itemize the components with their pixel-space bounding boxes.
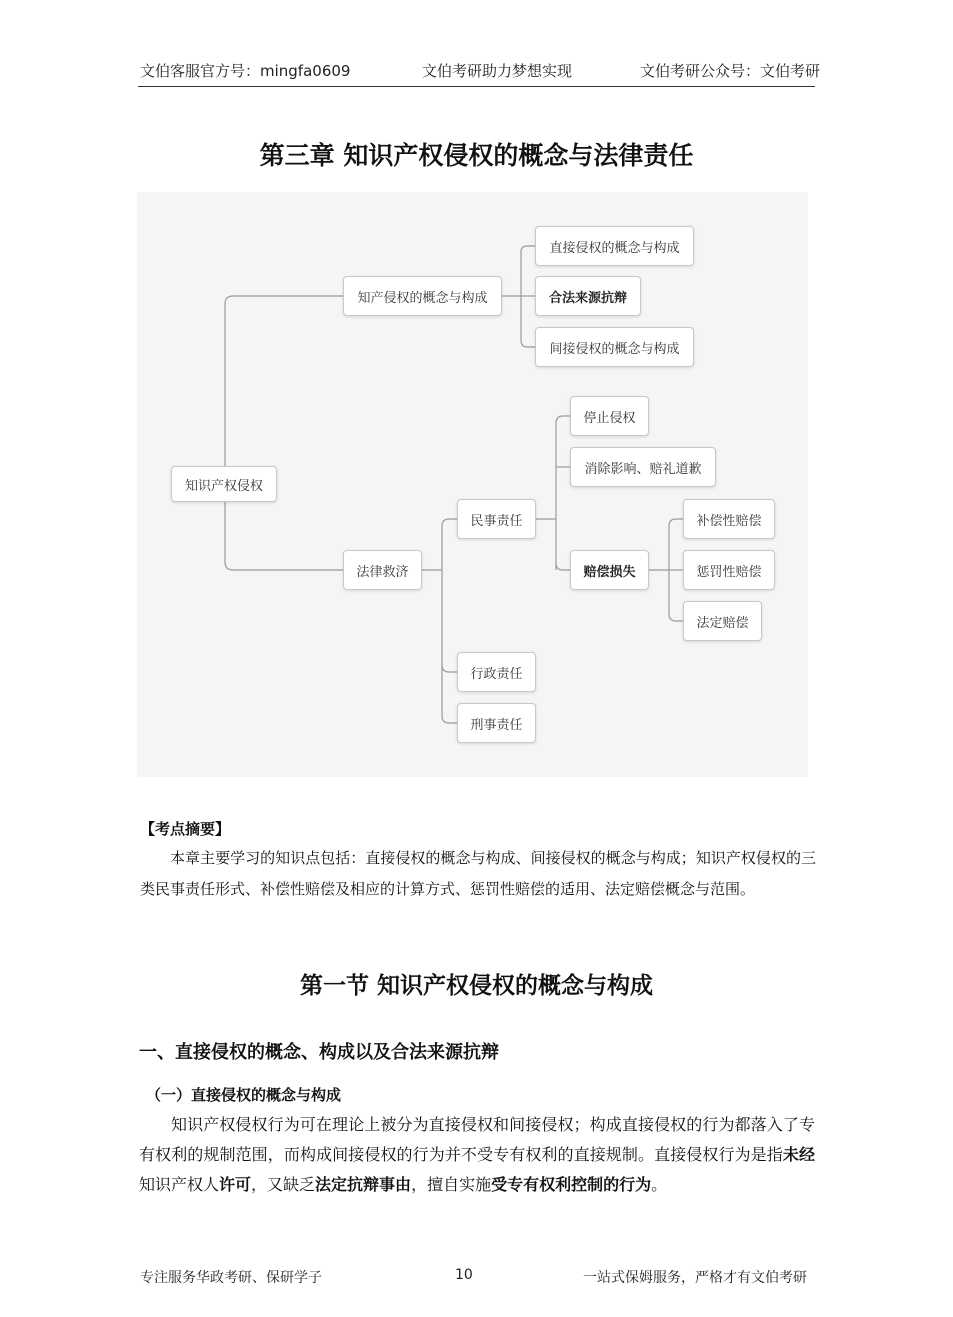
- summary-heading: 【考点摘要】: [140, 820, 231, 838]
- section-title: 第一节 知识产权侵权的概念与构成: [299, 973, 653, 999]
- connector-civil: [442, 519, 457, 526]
- mindmap-node-punitive: 惩罚性赔偿: [683, 550, 775, 590]
- mindmap-node-direct: 直接侵权的概念与构成: [535, 226, 694, 266]
- paragraph-emphasis: 未经: [782, 1145, 815, 1164]
- page-number: 10: [455, 1267, 473, 1283]
- paragraph-emphasis: 受专有权利控制的行为: [491, 1175, 652, 1194]
- connector-direct: [521, 246, 535, 252]
- paragraph-emphasis: 许可: [219, 1175, 252, 1194]
- connector-statutory: [669, 614, 683, 621]
- paragraph-text: ，又缺乏: [251, 1175, 316, 1194]
- connector-compensatory: [669, 519, 683, 526]
- connector-indirect: [521, 340, 535, 347]
- mindmap-node-eliminate: 消除影响、赔礼道歉: [570, 447, 716, 487]
- body-paragraph: [139, 1110, 815, 1200]
- mindmap-node-stop: 停止侵权: [570, 396, 649, 436]
- mindmap-node-criminal: 刑事责任: [457, 703, 536, 743]
- mindmap-node-compensate: 赔偿损失: [570, 550, 649, 590]
- header-left-text: 文伯客服官方号：mingfa0609: [140, 62, 351, 80]
- mindmap: [137, 192, 808, 777]
- header-rule: [138, 86, 815, 87]
- header-right-text: 文伯考研公众号：文伯考研: [640, 62, 821, 80]
- connector-root-remedy: [225, 502, 343, 570]
- mindmap-node-statutory: 法定赔偿: [683, 601, 762, 641]
- mindmap-node-legal-source: 合法来源抗辩: [535, 276, 641, 316]
- connector-admin: [442, 665, 457, 672]
- mindmap-node-civil: 民事责任: [457, 499, 536, 539]
- connector-compensate: [556, 563, 570, 570]
- paragraph-emphasis: 法定抗辩事由: [315, 1175, 412, 1194]
- mindmap-node-root: 知识产权侵权: [171, 466, 277, 502]
- mindmap-node-concept: 知产侵权的概念与构成: [343, 276, 502, 316]
- footer-right-text: 一站式保姆服务，严格才有文伯考研: [583, 1270, 807, 1286]
- mindmap-node-compensatory: 补偿性赔偿: [683, 499, 775, 539]
- footer-left-text: 专注服务华政考研、保研学子: [140, 1270, 322, 1286]
- chapter-title: 第三章 知识产权侵权的概念与法律责任: [259, 141, 694, 170]
- paragraph-text: 知识产权侵权行为可在理论上被分为直接侵权和间接侵权；构成直接侵权的行为都落入了专有权利的规制范围，而构成间接侵权的行为并不受专有权利的直接规制。直接侵权行为是指: [139, 1115, 815, 1164]
- connector-stop: [556, 416, 570, 423]
- heading-level-1: 一、直接侵权的概念、构成以及合法来源抗辩: [139, 1042, 499, 1063]
- paragraph-text: ，擅自实施: [411, 1175, 492, 1194]
- header-center-text: 文伯考研助力梦想实现: [422, 62, 573, 80]
- mindmap-node-admin: 行政责任: [457, 652, 536, 692]
- mindmap-node-indirect: 间接侵权的概念与构成: [535, 327, 694, 367]
- summary-text: 本章主要学习的知识点包括：直接侵权的概念与构成、间接侵权的概念与构成；知识产权侵权的三类民事责任形式、补偿性赔偿及相应的计算方式、惩罚性赔偿的适用、法定赔偿概念与范围。: [140, 849, 816, 898]
- connector-root-concept: [225, 296, 343, 466]
- paragraph-text: 知识产权人: [139, 1175, 220, 1194]
- heading-level-2: （一）直接侵权的概念与构成: [146, 1086, 342, 1104]
- paragraph-text: 。: [651, 1175, 668, 1194]
- mindmap-node-remedy: 法律救济: [343, 550, 422, 590]
- connector-criminal: [442, 716, 457, 723]
